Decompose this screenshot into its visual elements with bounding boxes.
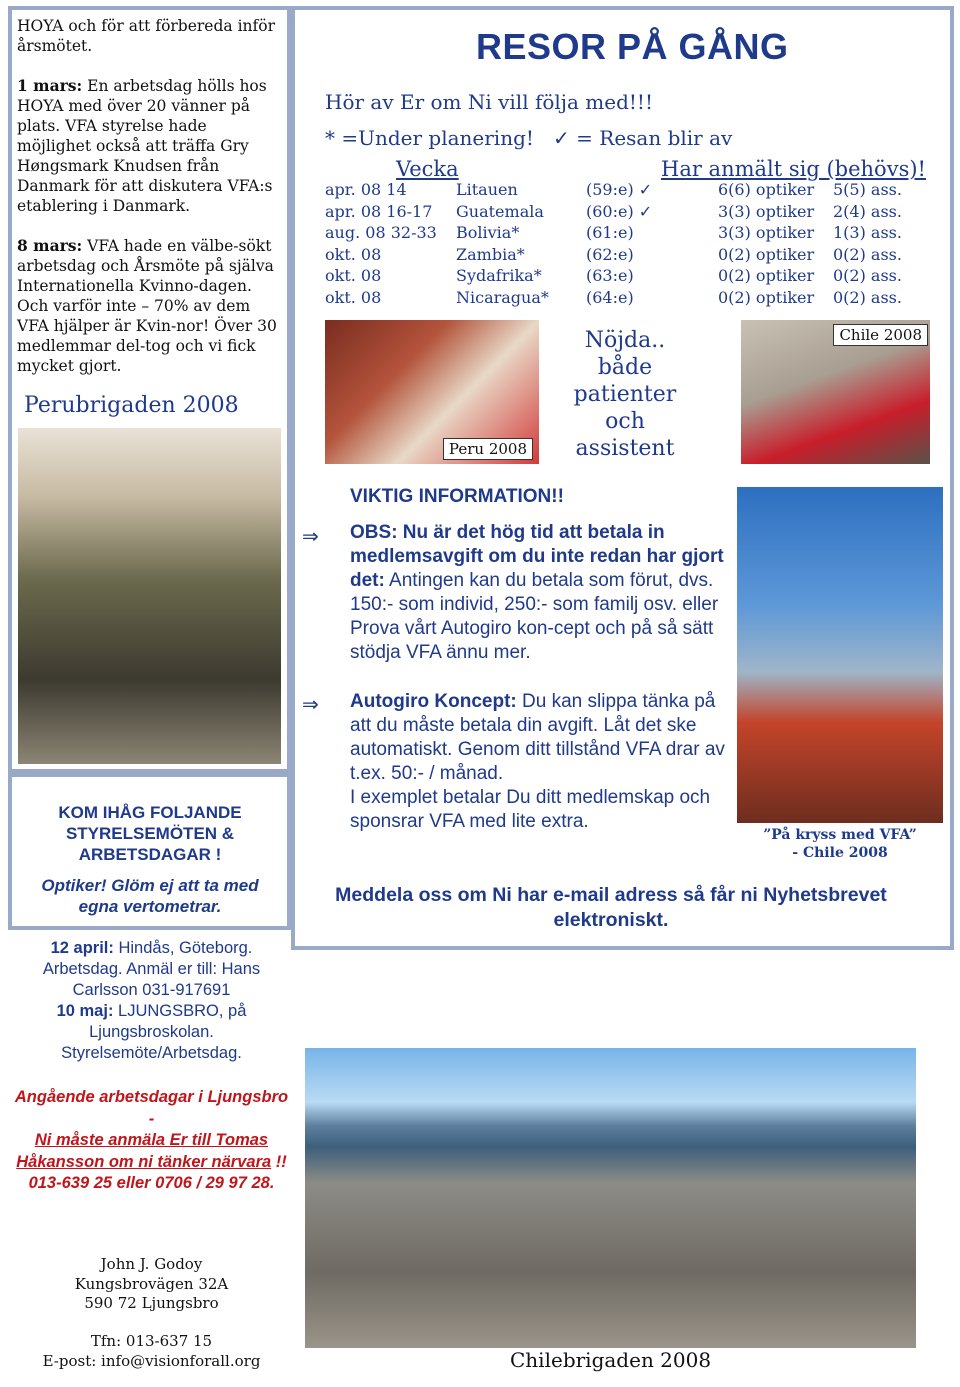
peru-group-photo [18,428,281,764]
trip-optiker: 0(2) optiker [718,287,815,307]
legend-planning: * =Under planering! [325,126,534,150]
trip-destination: Litauen [456,180,518,199]
march8-label: 8 mars: [17,236,83,255]
angaende-line2-end: !! [271,1152,287,1171]
nojda-text [560,327,690,462]
trip-date: okt. 08 [325,266,382,286]
address-city: 590 72 Ljungsbro [84,1294,219,1312]
trip-destination: Bolivia* [456,223,520,243]
meetings-list [14,938,289,1064]
trip-destination: Zambia* [456,244,525,264]
intro-line: HOYA och för att förbereda inför årsmötet. [17,17,275,55]
trip-number-value: (59:e) [586,180,634,199]
boat-caption-line2: - Chile 2008 [792,845,888,861]
obs-bold: : Nu är det hög tid att betala in medlemsavgift om du inte redan har gjort det: [350,522,724,591]
newsletter-notice: Meddela oss om Ni har e-mail adress så får ni Nyhetsbrevet elektroniskt. [335,884,887,931]
chile-girl-photo [741,320,930,464]
autogiro-text: Du kan slippa tänka på att du måste betala din avgift. Låt det ske automatiskt. Genom ditt tillstånd VFA drar av t.ex. 50:- / månad. [350,691,725,784]
autogiro-label: Autogiro Koncept: [350,691,517,712]
trip-destination: Guatemala [456,201,544,221]
trip-number-value: (63:e) [586,266,634,286]
trip-number-value: (62:e) [586,244,634,264]
meeting1-date: 12 april: [50,939,114,957]
march8-text: VFA hade en välbe-sökt arbetsdag och Årsmöte på själva Internationella Kvinno-dagen. Och varför inte – 70% av dem VFA hjälper är Kvin-nor! Över 30 medlemmar del-tog och vi fick mycket gjort. [17,237,277,375]
meeting2-text: LJUNGSBRO, på Ljungsbroskolan. Styrelsemöte/Arbetsdag. [61,1002,247,1062]
follow-text: Hör av Er om Ni vill följa med!!! [325,90,653,114]
trip-optiker: 6(6) optiker [718,180,815,199]
trip-date: apr. 08 16-17 [325,201,433,221]
obs-label: OBS [350,522,392,543]
march1-text: En arbetsdag hölls hos HOYA med över 20 vänner på plats. VFA styrelse hade möjlighet också att träffa Gry Høngsmark Knudsen från Danmark för att diskutera VFA:s etablering i Danmark. [17,77,273,215]
double-arrow-icon: ⇒ [302,692,319,716]
optiker-note: Optiker! Glöm ej att ta med egna vertometrar. [41,876,259,916]
chile-beach-photo [305,1048,916,1348]
trip-optiker: 3(3) optiker [718,223,815,243]
trip-number-value: (61:e) [586,223,634,243]
chile-photo-label: Chile 2008 [833,324,928,346]
angaende-notice [14,1087,289,1195]
address-street: Kungsbrovägen 32A [74,1274,229,1293]
trip-number [586,223,634,242]
boat-caption [740,826,940,862]
trip-number [586,180,652,199]
nojda-line: både [597,355,653,380]
nojda-line: och [605,409,645,434]
header-anmalt: Har anmält sig (behövs)! [661,157,926,181]
trip-optiker: 0(2) optiker [718,266,815,286]
double-arrow-icon: ⇒ [302,524,319,548]
trip-destination: Sydafrika* [456,266,542,286]
trip-date: aug. 08 32-33 [325,223,437,243]
trip-date: okt. 08 [325,287,382,307]
kom-ihag-heading: KOM IHÅG FOLJANDE STYRELSEMÖTEN & ARBETSDAGAR ! [58,803,242,864]
boat-photo [737,487,943,823]
nojda-line: assistent [575,436,675,461]
check-icon: ✓ [638,201,653,221]
obs-block [350,521,730,665]
legend-text [325,126,732,150]
trip-number-value: (64:e) [586,287,634,307]
boat-caption-line1: ”På kryss med VFA” [763,827,917,843]
meeting1-text: Hindås, Göteborg. Arbetsdag. Anmäl er till: Hans Carlsson 031-917691 [42,939,261,999]
trip-number [586,266,634,285]
trip-optiker: 3(3) optiker [718,201,815,221]
check-icon: ✓ [638,180,653,199]
resor-title: RESOR PÅ GÅNG [476,26,789,67]
march1-label: 1 mars: [17,76,83,95]
angaende-line1: Angående arbetsdagar i Ljungsbro - [14,1088,289,1128]
trip-date: okt. 08 [325,244,382,264]
contact-block [14,1332,289,1371]
chilebrigaden-caption: Chilebrigaden 2008 [510,1348,712,1372]
autogiro-text-2: I exemplet betalar Du ditt medlemskap och sponsrar VFA med lite extra. [350,787,711,832]
nojda-line: patienter [573,382,677,407]
trip-destination: Nicaragua* [456,287,549,307]
autogiro-block [350,690,730,834]
peru-photo-label: Peru 2008 [443,438,533,460]
nojda-line: Nöjda.. [584,328,666,353]
trip-assistenter: 0(2) ass. [833,244,902,264]
meeting2-date: 10 maj: [56,1002,114,1020]
trip-optiker: 0(2) optiker [718,244,815,264]
check-icon: ✓ [553,126,570,150]
trip-number [586,288,634,307]
trip-number [586,245,634,264]
viktig-heading: VIKTIG INFORMATION!! [350,486,564,507]
angaende-line3: 013-639 25 eller 0706 / 29 97 28. [28,1174,275,1192]
legend-resan: = Resan blir av [569,126,733,150]
trip-number-value: (60:e) [586,201,634,221]
trip-date: apr. 08 14 [325,180,407,199]
trip-assistenter: 5(5) ass. [833,180,902,199]
angaende-line2: Ni måste anmäla Er till Tomas Håkansson om ni tänker närvara [16,1131,272,1171]
address-name: John J. Godoy [100,1255,203,1273]
address-block [14,1255,289,1314]
obs-text: Antingen kan du betala som förut, dvs. 150:- som individ, 250:- som familj osv. eller Prova vårt Autogiro kon-cept och på så sätt stödja VFA ännu mer. [350,570,719,663]
contact-email[interactable]: E-post: info@visionforall.org [42,1351,261,1370]
header-vecka: Vecka [396,157,459,181]
peru-heading: Perubrigaden 2008 [24,393,239,418]
trip-assistenter: 1(3) ass. [833,223,902,243]
trip-assistenter: 2(4) ass. [833,201,902,221]
trip-assistenter: 0(2) ass. [833,287,902,307]
left-intro-text [17,16,282,396]
peru-2008-photo [325,320,539,464]
contact-phone: Tfn: 013-637 15 [90,1332,213,1350]
trip-assistenter: 0(2) ass. [833,266,902,286]
trip-number [586,202,652,221]
